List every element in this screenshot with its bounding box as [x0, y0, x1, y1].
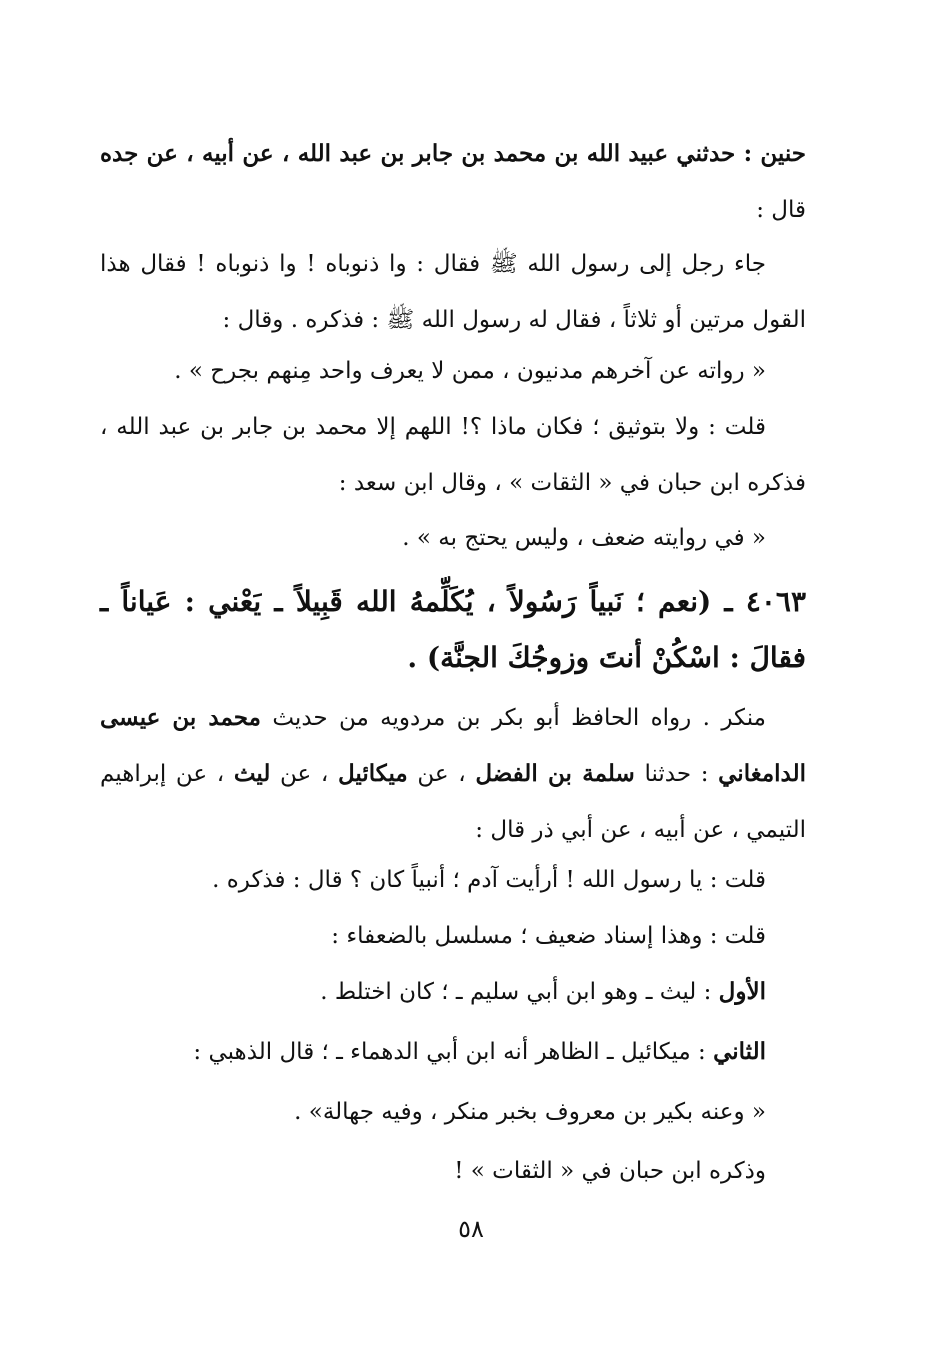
paragraph-4-start: منكر . رواه الحافظ أبو بكر بن مردويه من حديث [260, 705, 766, 731]
narrator-salama: سلمة بن الفضل [475, 760, 635, 787]
narrator-muhammad: محمد بن عيسى الدامغاني [100, 704, 806, 787]
page-number: ٥٨ [458, 1215, 484, 1243]
hadith-text: ٤٠٦٣ ـ (نعم ؛ نَبياً رَسُولاً ، يُكَلِّمهُ الله قَبِيلاً ـ يَعْني : عَياناً ـ فقالَ : اسْكُنْ أنتَ وزوجُكَ الجنَّة) . [100, 585, 806, 674]
paragraph-1-rest: قال : [756, 197, 806, 223]
paragraph-4-mid3: ، عن [270, 761, 338, 787]
narrator-mikail: ميكائيل [337, 760, 408, 787]
paragraph-4 [100, 690, 806, 858]
narrator-layth: ليث [233, 760, 271, 787]
paragraph-4-mid: : حدثنا [634, 761, 719, 787]
paragraph-2: جاء رجل إلى رسول الله ﷺ فقال : وا ذنوباه ! وا ذنوباه ! فقال هذا القول مرتين أو ثلاثاً ، فقال له رسول الله ﷺ : فذكره . وقال : [100, 251, 806, 333]
first-rest: : ليث ـ وهو ابن أبي سليم ـ ؛ كان اختلط . [320, 979, 719, 1005]
line-ibn-hibban: وذكره ابن حبان في « الثقات » ! [454, 1158, 766, 1184]
line-isnad: قلت : وهذا إسناد ضعيف ؛ مسلسل بالضعفاء : [331, 923, 766, 949]
label-first: الأول [718, 978, 766, 1005]
quote-2: « في روايته ضعف ، وليس يحتج به » . [402, 525, 766, 551]
line-question: قلت : يا رسول الله ! أرأيت آدم ؛ أنبياً كان ؟ قال : فذكره . [212, 867, 766, 893]
quote-dhahabi: « وعنه بكير بن معروف بخبر منكر ، وفيه جهالة» . [294, 1099, 766, 1125]
line-first [100, 964, 766, 1020]
quote-1: « رواته عن آخرهم مدنيون ، ممن لا يعرف واحد مِنهم بجرح » . [174, 358, 766, 384]
paragraph-1-bold: حنين : حدثني عبيد الله بن محمد بن جابر بن عبد الله ، عن أبيه ، عن جده [100, 140, 806, 167]
paragraph-4-mid2: ، عن [407, 761, 476, 787]
paragraph-3: قلت : ولا بتوثيق ؛ فكان ماذا ؟! اللهم إلا محمد بن جابر بن عبد الله ، فذكره ابن حبان في « الثقات » ، وقال ابن سعد : [100, 414, 806, 496]
label-second: الثاني [713, 1038, 766, 1065]
line-second [100, 1024, 766, 1080]
second-rest: : ميكائيل ـ الظاهر أنه ابن أبي الدهماء ـ ؛ قال الذهبي : [193, 1039, 714, 1065]
paragraph-4-end: ، عن إبراهيم التيمي ، عن أبيه ، عن أبي ذر قال : [100, 761, 806, 843]
paragraph-1 [100, 126, 806, 238]
